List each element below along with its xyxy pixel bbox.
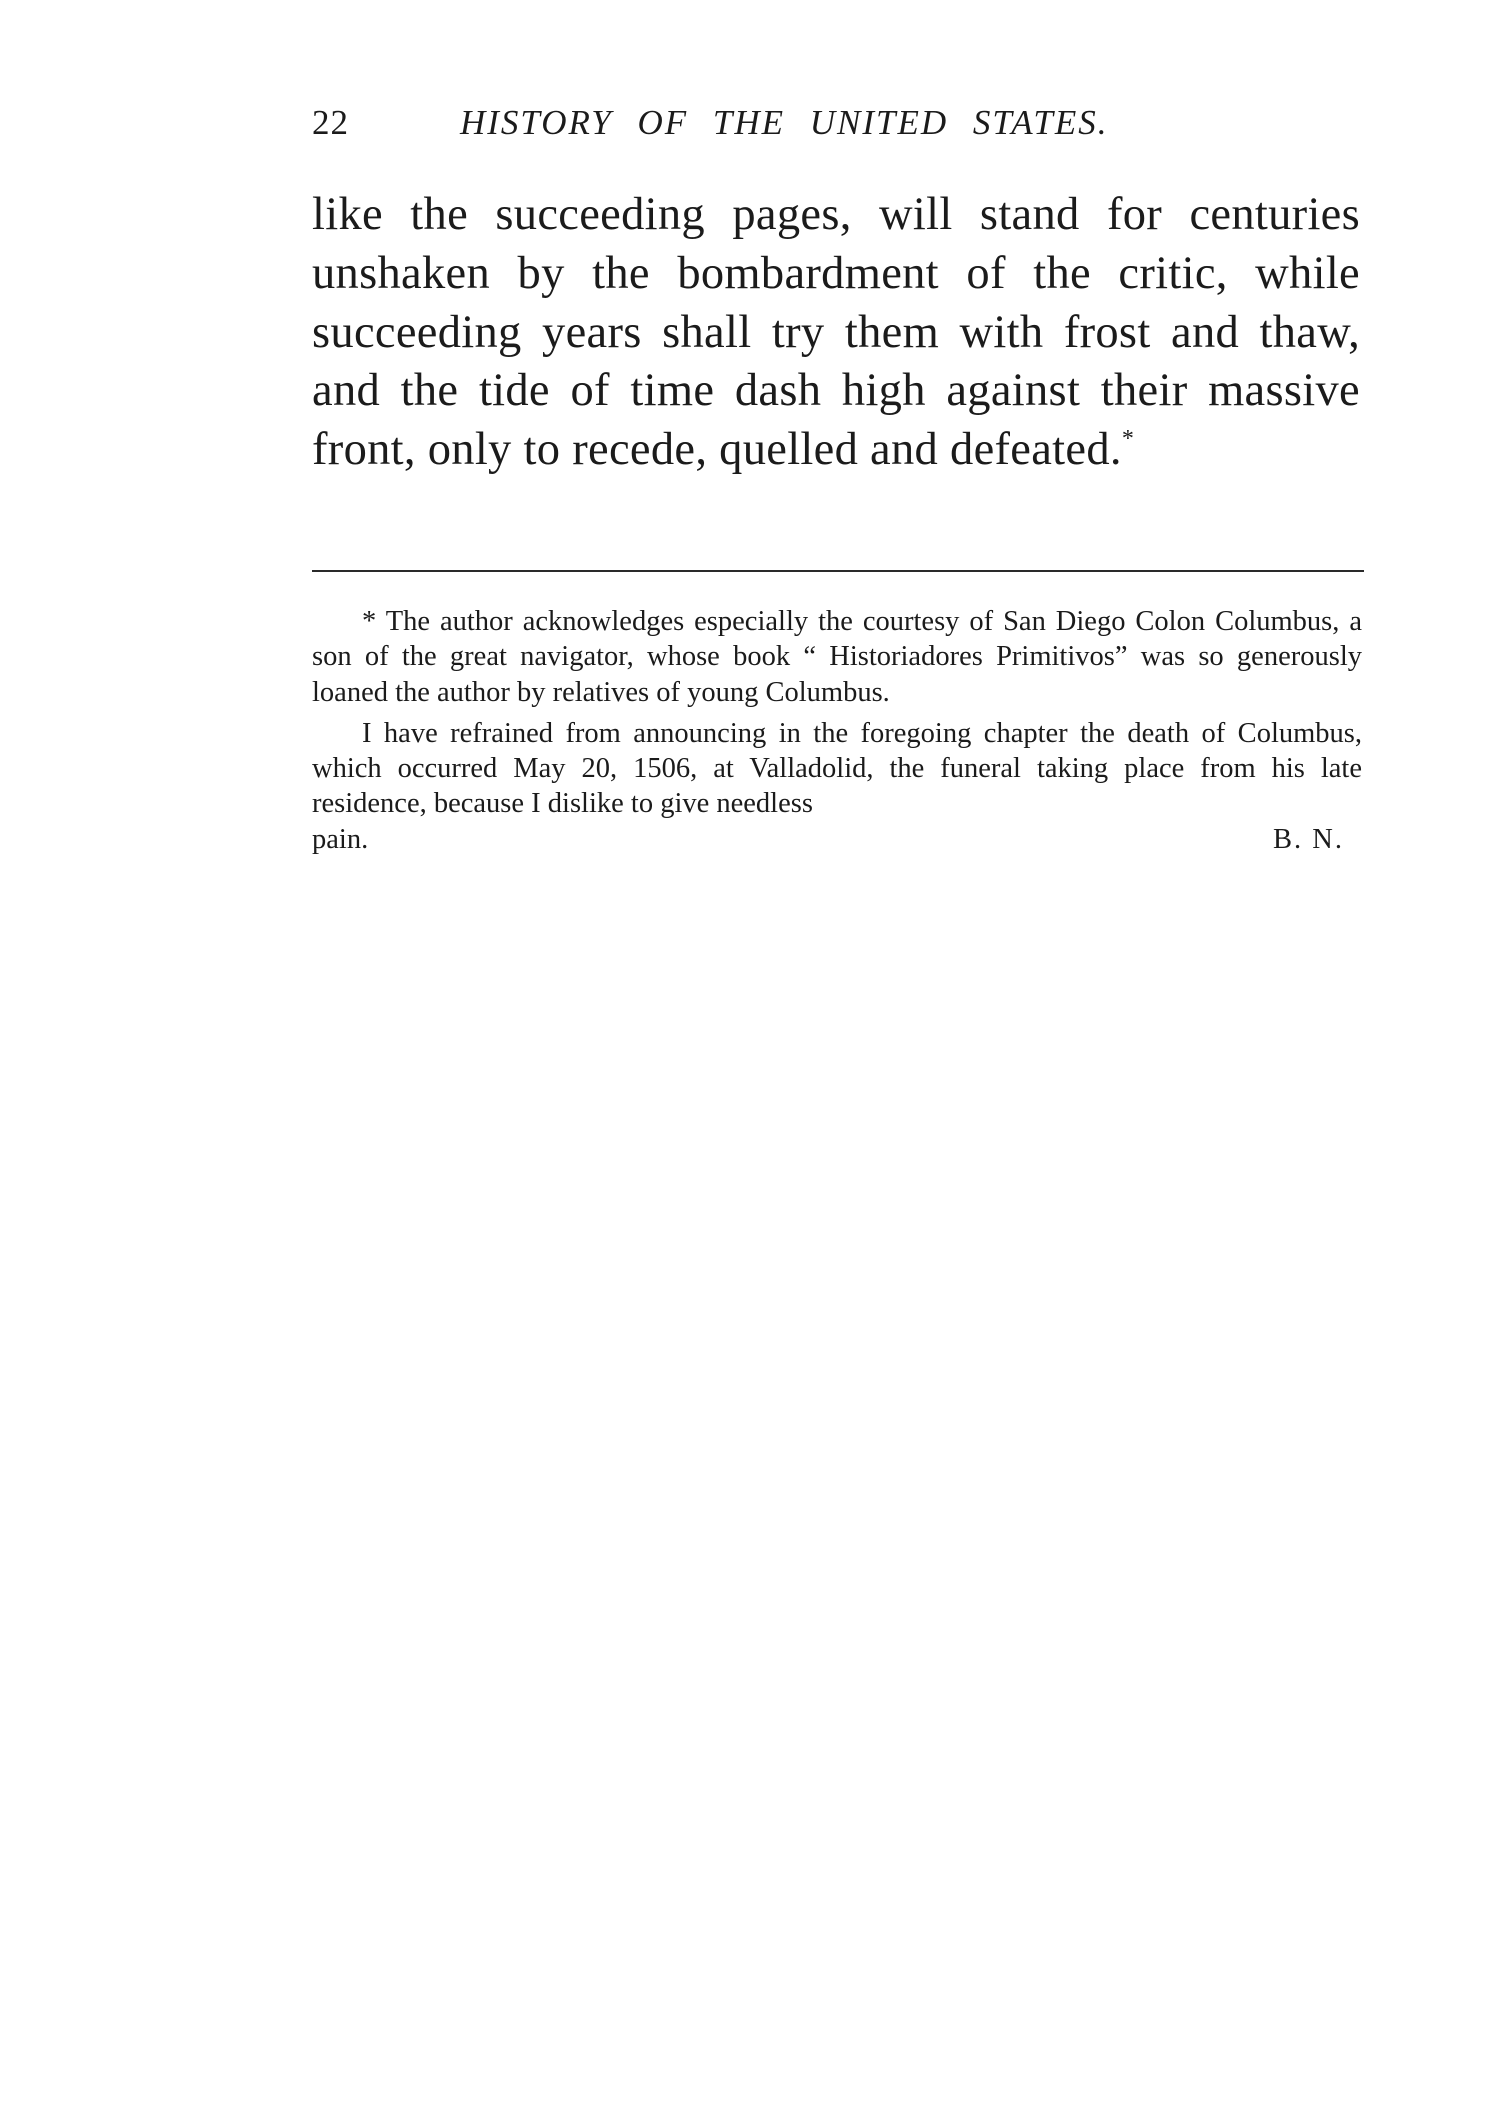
running-title: HISTORY OF THE UNITED STATES. bbox=[460, 103, 1109, 142]
body-paragraph bbox=[312, 186, 1360, 480]
author-signature: B. N. bbox=[1273, 823, 1344, 855]
signature-line bbox=[312, 822, 1362, 857]
footnote-1: * The author acknowledges especially the courtesy of San Diego Colon Columbus, a son of the great navigator, whose book “ Historiadores Primitivos” was so generously loaned the author by relatives of young Columbus. bbox=[312, 606, 1362, 708]
footnote-divider bbox=[312, 570, 1364, 572]
footnote-2: I have refrained from announcing in the foregoing chapter the death of Columbus, which occurred May 20, 1506, at Valladolid, the funeral taking place from his late residence, because I dislike to give needless bbox=[312, 717, 1362, 820]
body-paragraph-text: like the succeeding pages, will stand for centuries unshaken by the bombardment of the critic, while succeeding years shall try them with frost and thaw, and the tide of time dash high against their massive front, only to recede, quelled and defeated. bbox=[312, 189, 1360, 476]
running-head bbox=[312, 98, 1322, 148]
page-number: 22 bbox=[312, 103, 349, 142]
footnotes bbox=[312, 604, 1362, 857]
footnote-2-closing-word: pain. bbox=[312, 823, 369, 855]
footnote-marker: * bbox=[1121, 426, 1135, 453]
